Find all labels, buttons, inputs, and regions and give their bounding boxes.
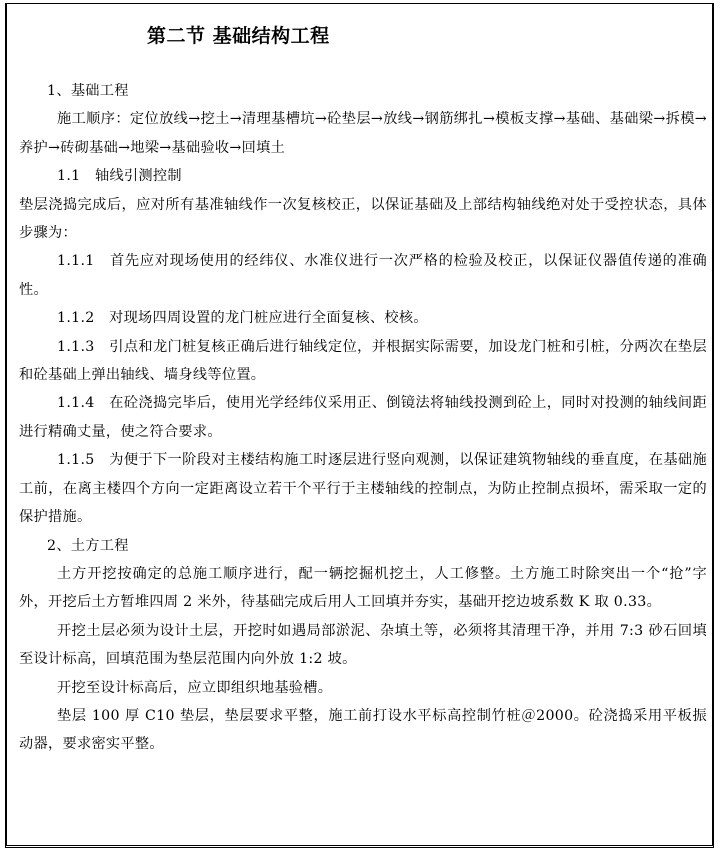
step-1-1-4: 1.1.4 在砼浇捣完毕后，使用光学经纬仪采用正、倒镜法将轴线投测到砼上，同时对投测的轴线间距进行精确丈量，使之符合要求。: [19, 395, 707, 440]
earthwork-paragraph-1: 土方开挖按确定的总施工顺序进行，配一辆挖掘机挖土，人工修整。土方施工时除突出一个“抢”字外，开挖后土方暂堆四周 2 米外，待基础完成后用人工回填并夯实，基础开挖边坡系数 K 取 0.33。: [19, 565, 707, 611]
step-1-1-5: 1.1.5 为便于下一阶段对主楼结构施工时逐层进行竖向观测，以保证建筑物轴线的垂直度，在基础施工前，在离主楼四个方向一定距离设立若干个平行于主楼轴线的控制点，为防止控制点损坏，需采取一定的保护措施。: [19, 452, 707, 526]
earthwork-paragraph-3: 开挖至设计标高后，应立即组织地基验槽。: [57, 679, 333, 696]
earthwork-paragraph-4: 垫层 100 厚 C10 垫层，垫层要求平整，施工前打设水平标高控制竹桩＠2000。砼浇捣采用平板振动器，要求密实平整。: [19, 707, 707, 753]
document-page: [5, 3, 714, 848]
earthwork-paragraph-2: 开挖土层必须为设计土层，开挖时如遇局部淤泥、杂填土等，必须将其清理干净，并用 7:3 砂石回填至设计标高，回填范围为垫层范围内向外放 1:2 坡。: [19, 622, 707, 668]
step-1-1-1: 1.1.1 首先应对现场使用的经纬仪、水准仪进行一次严格的检验及校正，以保证仪器值传递的准确性。: [19, 253, 707, 298]
step-1-1-3: 1.1.3 引点和龙门桩复核正确后进行轴线定位，并根据实际需要，加设龙门桩和引桩，分两次在垫层和砼基础上弹出轴线、墙身线等位置。: [19, 338, 707, 384]
heading-foundation: 1、基础工程: [47, 83, 129, 99]
subheading-axis-control: 1.1 轴线引测控制: [57, 168, 182, 185]
section-title: 第二节 基础结构工程: [147, 25, 330, 47]
document-body: [19, 77, 707, 759]
construction-sequence: 施工顺序：定位放线→挖土→清理基槽坑→砼垫层→放线→钢筋绑扎→模板支撑→基础、基础梁→拆模→养护→砖砌基础→地梁→基础验收→回填土: [19, 111, 707, 156]
heading-earthwork: 2、土方工程: [47, 537, 129, 554]
axis-control-intro: 垫层浇捣完成后，应对所有基准轴线作一次复核校正，以保证基础及上部结构轴线绝对处于受控状态，具体步骤为：: [19, 196, 707, 242]
step-1-1-2: 1.1.2 对现场四周设置的龙门桩应进行全面复核、校核。: [57, 310, 428, 327]
